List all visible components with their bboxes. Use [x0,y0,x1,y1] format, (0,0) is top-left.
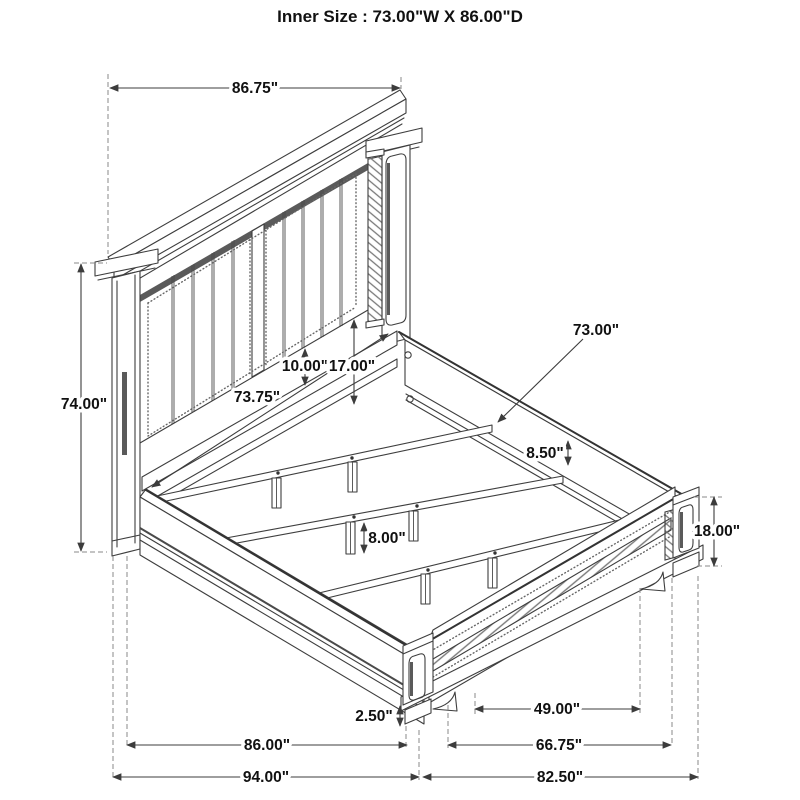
dim-label-headboard-width: 86.75" [231,80,279,97]
dim-label-rail-gap: 10.00" [281,358,329,375]
corner-post [403,633,433,705]
panel-mullion [252,224,264,377]
dim-label-slat-spacing: 8.50" [526,445,564,462]
dim-label-leg-height: 8.00" [368,530,406,547]
dim-label-headboard-height: 74.00" [60,396,108,413]
dim-label-overall-width: 82.50" [536,769,584,786]
dim-label-footboard-inner: 66.75" [535,737,583,754]
dim-label-footboard-height: 18.00" [693,523,741,540]
dim-label-base-height: 2.50" [355,708,393,725]
dim-label-slat-width: 73.00" [572,322,620,339]
dim-label-inner-rail-width: 73.75" [233,389,281,406]
dim-label-overall-depth: 94.00" [242,769,290,786]
page-title: Inner Size : 73.00"W X 86.00"D [277,7,523,26]
dim-label-panel-gap: 17.00" [328,358,376,375]
footboard [401,487,703,724]
dim-label-side-rail-length: 86.00" [243,737,291,754]
dim-label-accent-width: 49.00" [533,701,581,718]
headboard [95,90,422,556]
rope-column [368,152,382,325]
